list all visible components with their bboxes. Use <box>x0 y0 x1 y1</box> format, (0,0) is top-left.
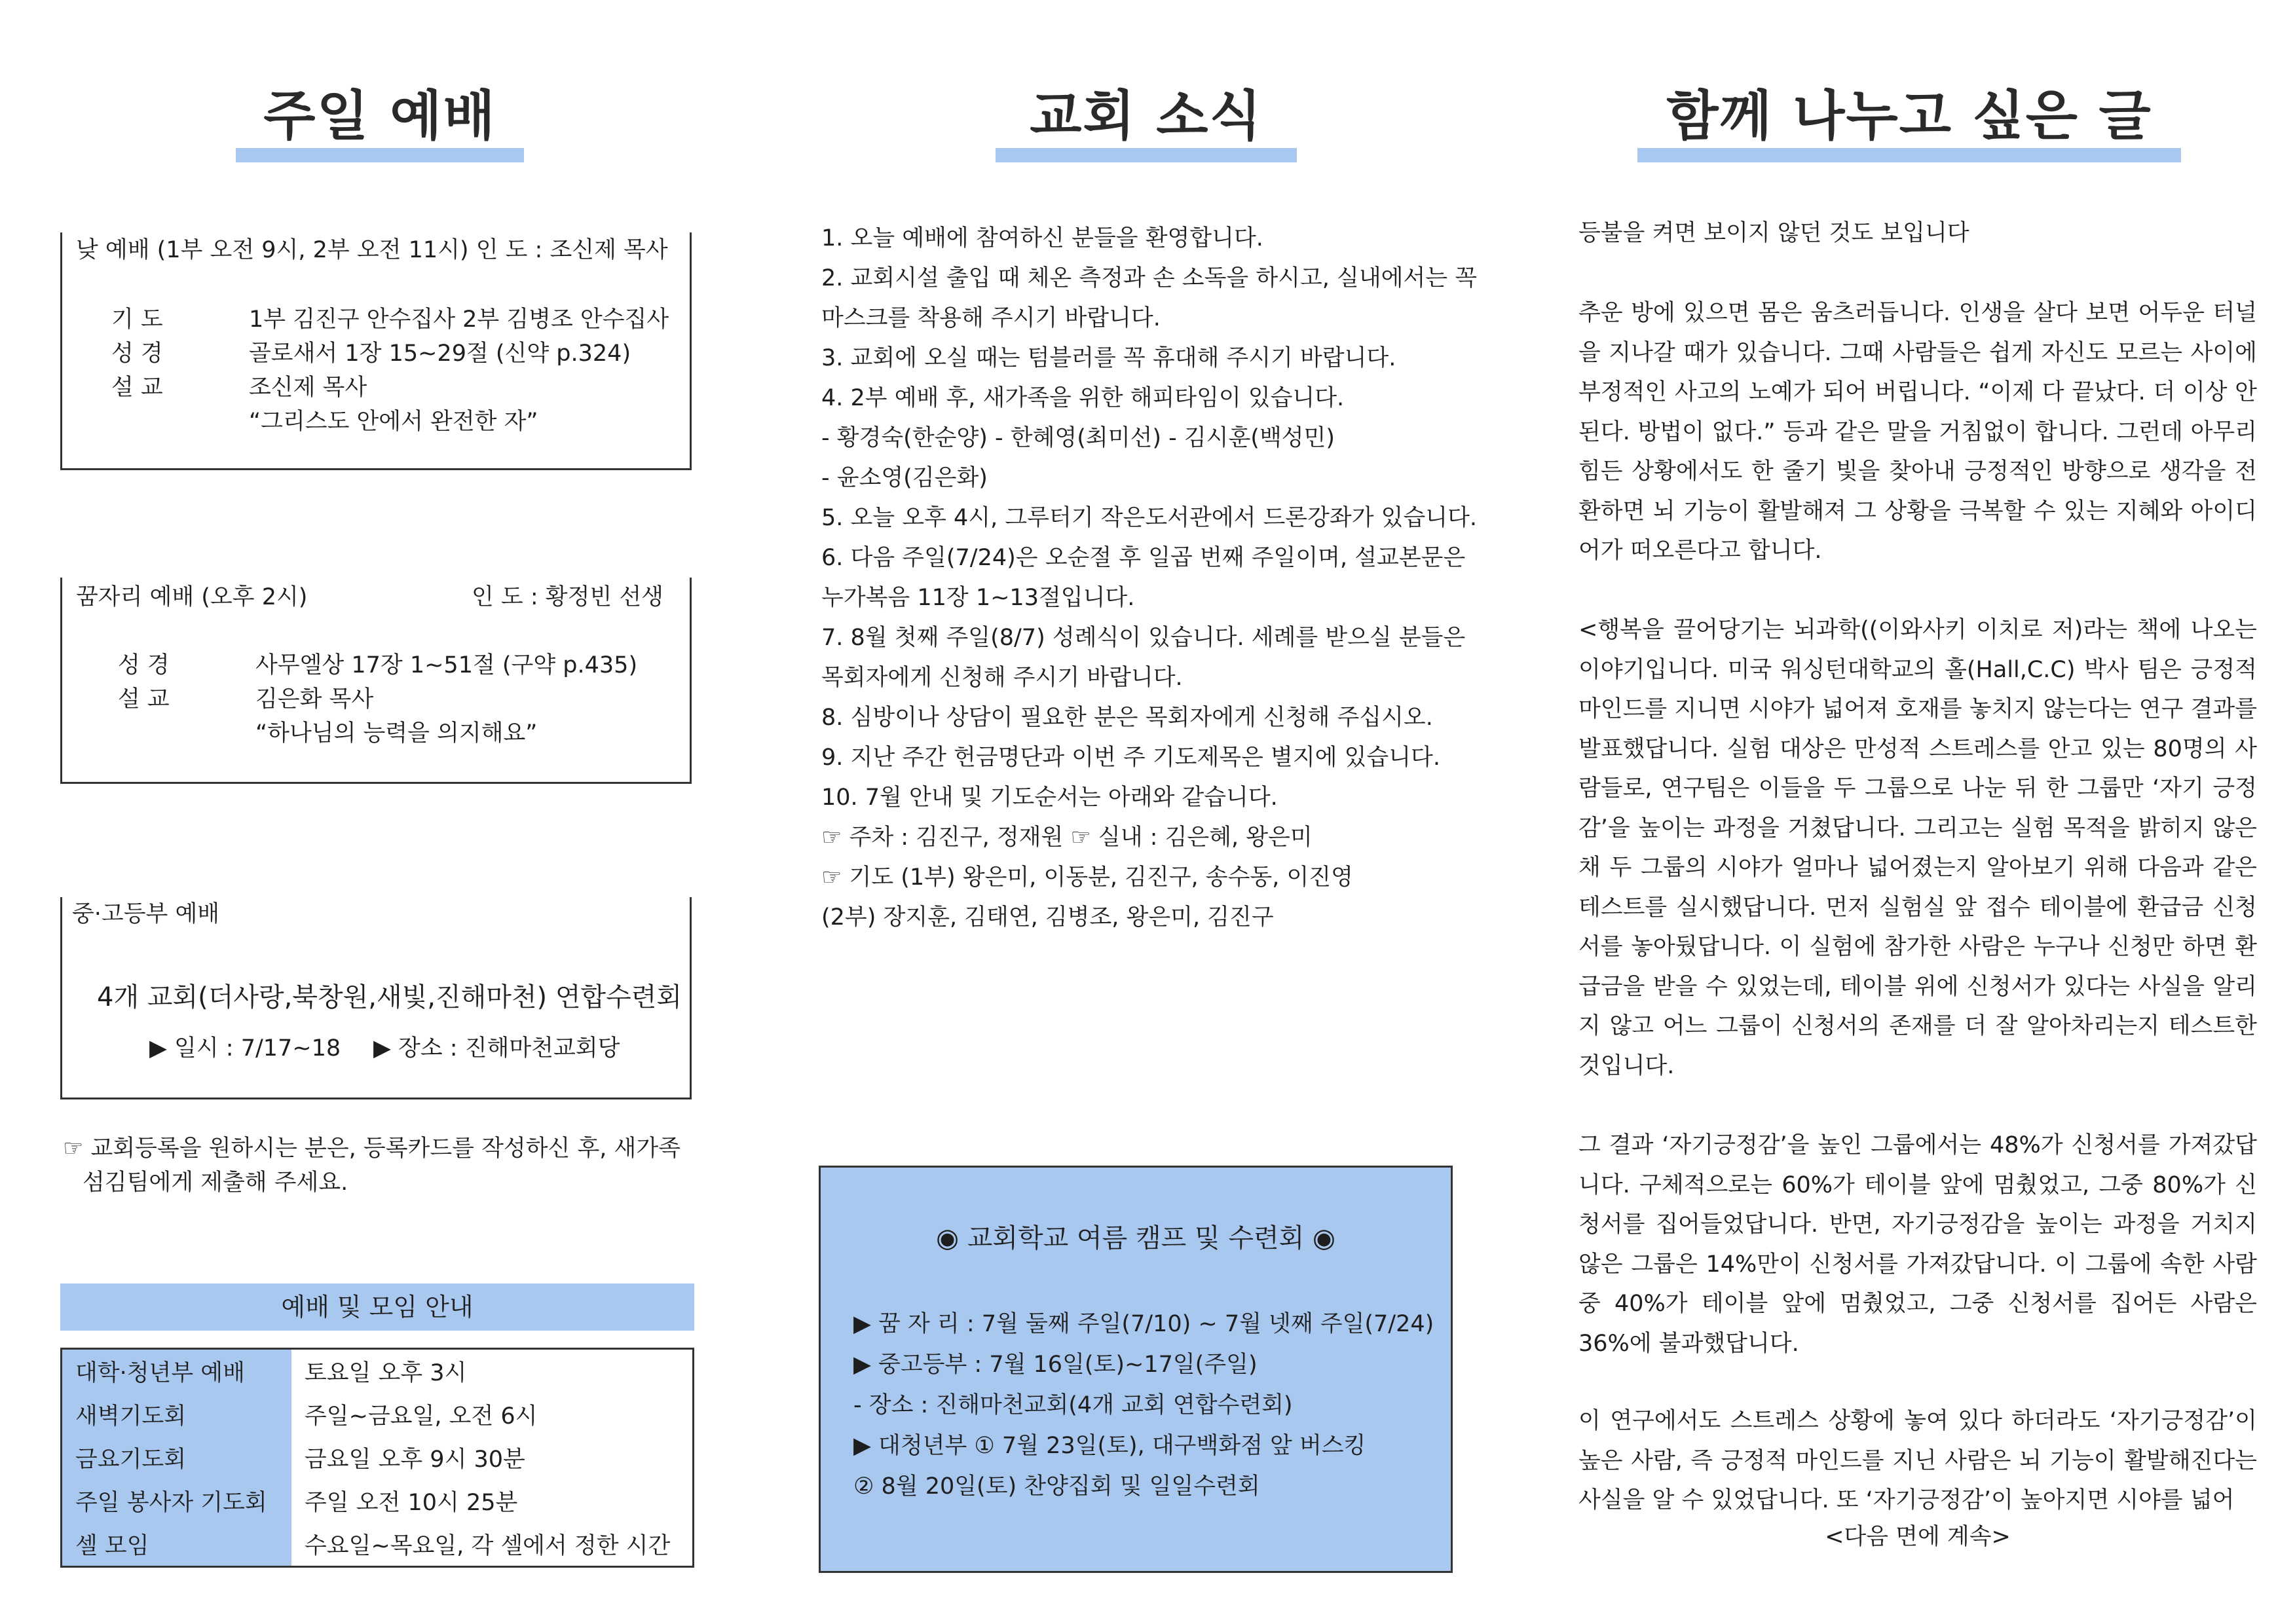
heading-underline <box>236 148 524 162</box>
news-line: 8. 심방이나 상담이 필요한 분은 목회자에게 신청해 주십시오. <box>821 705 1433 731</box>
prayer-value: 1부 김진구 안수집사 2부 김병조 안수집사 <box>249 306 669 333</box>
meeting-name: 주일 봉사자 기도회 <box>62 1479 292 1522</box>
news-line: 9. 지난 주간 헌금명단과 이번 주 기도제목은 별지에 있습니다. <box>821 745 1440 771</box>
meeting-name: 새벽기도회 <box>62 1393 292 1436</box>
meeting-name: 셀 모임 <box>62 1522 292 1567</box>
camp-line: ▶ 대청년부 ① 7월 23일(토), 대구백화점 앞 버스킹 <box>853 1433 1366 1459</box>
registration-note-line-2: 섬김팀에게 제출해 주세요. <box>83 1170 348 1196</box>
dream-sermon-title: “하나님의 능력을 의지해요” <box>255 720 538 747</box>
meeting-time: 주일~금요일, 오전 6시 <box>305 1403 538 1430</box>
youth-retreat-date: ▶ 일시 : 7/17~18 <box>149 1035 341 1061</box>
meeting-name: 금요기도회 <box>62 1436 292 1479</box>
youth-service-title: 중·고등부 예배 <box>72 897 229 931</box>
news-line: (2부) 장지훈, 김태연, 김병조, 왕은미, 김진구 <box>821 904 1274 931</box>
table-row <box>62 1479 694 1522</box>
news-line: - 윤소영(김은화) <box>821 465 988 491</box>
registration-note-line-1: ☞ 교회등록을 원하시는 분은, 등록카드를 작성하신 후, 새가족 <box>63 1135 681 1162</box>
camp-line: ▶ 꿈 자 리 : 7월 둘째 주일(7/10) ~ 7월 넷째 주일(7/24) <box>853 1311 1434 1337</box>
dream-service-leader: 인 도 : 황정빈 선생 <box>465 580 670 614</box>
news-line: 4. 2부 예배 후, 새가족을 위한 해피타임이 있습니다. <box>821 385 1345 411</box>
news-line: 2. 교회시설 출입 때 체온 측정과 손 소독을 하시고, 실내에서는 꼭 <box>821 265 1478 291</box>
sharing-heading <box>1637 84 2181 162</box>
news-line: 목회자에게 신청해 주시기 바랍니다. <box>821 665 1183 691</box>
heading-underline <box>996 148 1297 162</box>
camp-line: ② 8월 20일(토) 찬양집회 및 일일수련회 <box>853 1473 1260 1500</box>
essay-paragraph: 그 결과 ‘자기긍정감’을 높인 그룹에서는 48%가 신청서를 가져갔답니다. 구체적으로는 60%가 테이블 앞에 멈췄었고, 그중 80%가 신청서를 집어들었답니다. 반면, 자기긍정감을 높이는 과정을 거치지 않은 그룹은 14%만이 신청서를 가져갔답니다. 이 그룹에 속한 사람 중 40%가 테이블 앞에 멈췄었고, 그중 신청서를 집어든 사람은 36%에 불과했답니다. <box>1578 1132 2257 1357</box>
continued-note: <다음 면에 계속> <box>1825 1524 2011 1550</box>
news-heading-text: 교회 소식 <box>1030 85 1263 147</box>
summer-camp-box <box>819 1166 1453 1573</box>
essay-title: 등불을 켜면 보이지 않던 것도 보입니다 <box>1578 220 1969 246</box>
essay-paragraph: 추운 방에 있으면 몸은 움츠러듭니다. 인생을 살다 보면 어두운 터널을 지나갈 때가 있습니다. 그때 사람들은 쉽게 자신도 모르는 사이에 부정적인 사고의 노예가 되어 버립니다. “이제 다 끝났다. 더 이상 안된다. 방법이 없다.” 등과 같은 말을 거침없이 합니다. 그런데 아무리 힘든 상황에서도 한 줄기 빛을 찾아내 긍정적인 방향으로 생각을 전환하면 뇌 기능이 활발해져 그 상황을 극복할 수 있는 지혜와 아이디어가 떠오른다고 합니다. <box>1578 300 2257 564</box>
sharing-heading-text: 함께 나누고 싶은 글 <box>1666 85 2152 147</box>
news-line: ☞ 주차 : 김진구, 정재원 ☞ 실내 : 김은혜, 왕은미 <box>821 824 1313 851</box>
dream-service-title: 꿈자리 예배 (오후 2시) <box>76 580 316 614</box>
news-line: ☞ 기도 (1부) 왕은미, 이동분, 김진구, 송수동, 이진영 <box>821 864 1353 891</box>
sermon-preacher: 조신제 목사 <box>249 375 367 401</box>
dream-scripture-label: 성 경 <box>118 652 170 678</box>
worship-heading <box>236 84 524 162</box>
dream-sermon-label: 설 교 <box>118 686 170 712</box>
news-line: 3. 교회에 오실 때는 텀블러를 꼭 휴대해 주시기 바랍니다. <box>821 345 1396 371</box>
news-line: 6. 다음 주일(7/24)은 오순절 후 일곱 번째 주일이며, 설교본문은 <box>821 545 1466 571</box>
table-row <box>62 1393 694 1436</box>
meeting-guide-header: 예배 및 모임 안내 <box>60 1283 694 1331</box>
camp-line: - 장소 : 진해마천교회(4개 교회 연합수련회) <box>853 1392 1293 1418</box>
meeting-time: 금요일 오후 9시 30분 <box>305 1447 525 1473</box>
table-row <box>62 1349 694 1393</box>
summer-camp-title: ◉ 교회학교 여름 캠프 및 수련회 ◉ <box>936 1223 1335 1253</box>
news-heading <box>996 84 1297 162</box>
meeting-time: 토요일 오후 3시 <box>305 1360 467 1386</box>
day-service-title: 낮 예배 (1부 오전 9시, 2부 오전 11시) 인 도 : 조신제 목사 <box>76 233 677 267</box>
news-line: 누가복음 11장 1~13절입니다. <box>821 585 1135 611</box>
scripture-value: 골로새서 1장 15~29절 (신약 p.324) <box>249 341 631 367</box>
news-line: 7. 8월 첫째 주일(8/7) 성례식이 있습니다. 세례를 받으실 분들은 <box>821 625 1466 651</box>
meeting-time: 수요일~목요일, 각 셀에서 정한 시간 <box>305 1533 671 1559</box>
prayer-label: 기 도 <box>111 306 163 333</box>
heading-underline <box>1637 148 2181 162</box>
meeting-name: 대학·청년부 예배 <box>62 1349 292 1393</box>
table-row <box>62 1522 694 1567</box>
news-line: 마스크를 착용해 주시기 바랍니다. <box>821 305 1161 331</box>
youth-retreat-place: ▶ 장소 : 진해마천교회당 <box>373 1035 620 1061</box>
camp-line: ▶ 중고등부 : 7월 16일(토)~17일(주일) <box>853 1352 1258 1378</box>
dream-scripture-value: 사무엘상 17장 1~51절 (구약 p.435) <box>255 652 638 678</box>
essay-paragraph: <행복을 끌어당기는 뇌과학((이와사키 이치로 저)라는 책에 나오는 이야기입니다. 미국 워싱턴대학교의 홀(Hall,C.C) 박사 팀은 긍정적 마인드를 지니면 시야가 넓어져 호재를 놓치지 않는다는 연구 결과를 발표했답니다. 실험 대상은 만성적 스트레스를 안고 있는 80명의 사람들로, 연구팀은 이들을 두 그룹으로 나눈 뒤 한 그룹만 ‘자기 긍정감’을 높이는 과정을 거쳤답니다. 그리고는 실험 목적을 밝히지 않은 채 두 그룹의 시야가 얼마나 넓어졌는지 알아보기 위해 다음과 같은 테스트를 실시했답니다. 먼저 실험실 앞 접수 테이블에 환급금 신청서를 놓아뒀답니다. 이 실험에 참가한 사람은 누구나 신청만 하면 환급금을 받을 수 있었는데, 테이블 위에 신청서가 있다는 사실을 알리지 않고 어느 그룹이 신청서의 존재를 더 잘 알아차리는지 테스트한 것입니다. <box>1578 617 2257 1079</box>
meeting-guide-table <box>60 1348 694 1568</box>
table-row <box>62 1436 694 1479</box>
essay-paragraph: 이 연구에서도 스트레스 상황에 놓여 있다 하더라도 ‘자기긍정감’이 높은 사람, 즉 긍정적 마인드를 지닌 사람은 뇌 기능이 활발해진다는 사실을 알 수 있었답니다. 또 ‘자기긍정감’이 높아지면 시야를 넓어 <box>1578 1408 2257 1513</box>
sermon-title: “그리스도 안에서 완전한 자” <box>249 409 538 435</box>
meeting-time: 주일 오전 10시 25분 <box>305 1490 518 1516</box>
sermon-label: 설 교 <box>111 375 163 401</box>
worship-heading-text: 주일 예배 <box>263 85 496 147</box>
youth-retreat-title: 4개 교회(더사랑,북창원,새빛,진해마천) 연합수련회 <box>97 982 682 1012</box>
scripture-label: 성 경 <box>111 341 163 367</box>
dream-sermon-preacher: 김은화 목사 <box>255 686 374 712</box>
news-line: 10. 7월 안내 및 기도순서는 아래와 같습니다. <box>821 784 1278 811</box>
news-line: - 황경숙(한순양) - 한혜영(최미선) - 김시훈(백성민) <box>821 425 1335 451</box>
news-line: 5. 오늘 오후 4시, 그루터기 작은도서관에서 드론강좌가 있습니다. <box>821 505 1478 531</box>
news-line: 1. 오늘 예배에 참여하신 분들을 환영합니다. <box>821 225 1263 251</box>
